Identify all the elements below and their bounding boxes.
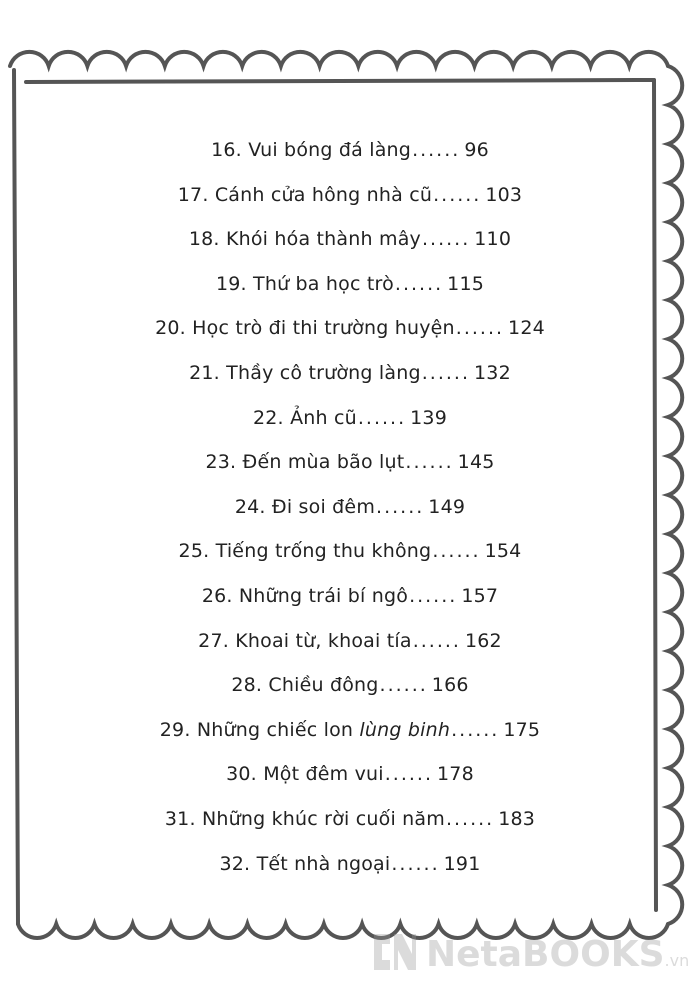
dot-leader: ...... bbox=[376, 495, 425, 518]
chapter-number: 24. bbox=[234, 495, 266, 518]
chapter-title: Một đêm vui bbox=[263, 763, 384, 786]
dot-leader: ...... bbox=[422, 228, 471, 251]
dot-leader: ...... bbox=[421, 361, 471, 384]
frame-scallop-edge bbox=[10, 52, 668, 66]
dot-leader: ...... bbox=[394, 272, 444, 295]
chapter-title: Đi soi đêm bbox=[271, 495, 376, 518]
chapter-number: 22. bbox=[252, 406, 284, 429]
dot-leader: ...... bbox=[409, 584, 458, 607]
toc-entry[interactable] bbox=[0, 842, 700, 887]
chapter-title: Những khúc rời cuối năm bbox=[201, 807, 445, 830]
toc-entry[interactable] bbox=[0, 752, 700, 797]
page-number: 96 bbox=[464, 139, 489, 161]
toc-entry[interactable] bbox=[0, 306, 700, 351]
page-number: 145 bbox=[457, 451, 495, 474]
netabooks-logo-icon bbox=[368, 930, 418, 974]
chapter-number: 17. bbox=[177, 183, 209, 206]
toc-entry[interactable] bbox=[0, 663, 700, 708]
chapter-number: 23. bbox=[205, 451, 237, 474]
page-number: 115 bbox=[447, 272, 485, 295]
chapter-title: Thứ ba học trò bbox=[253, 272, 394, 295]
page-number: 154 bbox=[484, 540, 522, 563]
chapter-title: Thầy cô trường làng bbox=[226, 361, 421, 384]
toc-entry[interactable] bbox=[0, 708, 700, 753]
dot-leader: ...... bbox=[455, 317, 505, 340]
chapter-title-italic: lùng binh bbox=[359, 718, 451, 741]
toc-entry[interactable] bbox=[0, 262, 700, 307]
dot-leader: ...... bbox=[412, 629, 461, 652]
chapter-number: 25. bbox=[178, 540, 210, 563]
chapter-title: Ảnh cũ bbox=[290, 406, 357, 429]
chapter-title: Học trò đi thi trường huyện bbox=[192, 317, 455, 340]
chapter-number: 30. bbox=[226, 763, 257, 786]
page-number: 132 bbox=[474, 361, 511, 384]
toc-entry[interactable] bbox=[0, 217, 700, 262]
dot-leader: ...... bbox=[451, 718, 500, 741]
page-number: 178 bbox=[437, 763, 474, 786]
chapter-title: Vui bóng đá làng bbox=[248, 139, 412, 161]
page-number: 183 bbox=[498, 807, 536, 830]
toc-entry[interactable] bbox=[0, 173, 700, 218]
chapter-title: Chiều đông bbox=[268, 674, 379, 697]
dot-leader: ...... bbox=[379, 674, 428, 697]
table-of-contents bbox=[0, 128, 700, 886]
page-number: 162 bbox=[464, 629, 502, 652]
dot-leader: ...... bbox=[357, 406, 407, 429]
chapter-number: 28. bbox=[231, 674, 263, 697]
chapter-title: Đến mùa bão lụt bbox=[242, 451, 405, 474]
chapter-title: Tết nhà ngoại bbox=[256, 852, 391, 875]
chapter-title: Khói hóa thành mây bbox=[225, 228, 421, 251]
page-number: 149 bbox=[428, 495, 466, 518]
toc-entry[interactable] bbox=[0, 797, 700, 842]
page-number: 166 bbox=[431, 674, 469, 697]
frame-inner-top bbox=[26, 80, 654, 82]
dot-leader: ...... bbox=[445, 807, 495, 830]
page-number: 157 bbox=[461, 584, 499, 607]
watermark-suffix: .vn bbox=[664, 951, 690, 970]
chapter-number: 21. bbox=[189, 361, 220, 384]
toc-entry[interactable] bbox=[0, 529, 700, 574]
watermark-brand: NetaBOOKS.vn bbox=[426, 934, 690, 975]
chapter-title: Tiếng trống thu không bbox=[215, 540, 432, 563]
dot-leader: ...... bbox=[412, 139, 461, 161]
page-number: 103 bbox=[485, 183, 523, 206]
page-number: 110 bbox=[474, 228, 512, 251]
toc-entry[interactable] bbox=[0, 485, 700, 530]
chapter-number: 20. bbox=[155, 317, 186, 340]
dot-leader: ...... bbox=[391, 852, 440, 875]
chapter-number: 31. bbox=[164, 807, 196, 830]
dot-leader: ...... bbox=[405, 451, 454, 474]
chapter-title: Những trái bí ngô bbox=[238, 584, 409, 607]
toc-entry[interactable] bbox=[0, 440, 700, 485]
chapter-title: Những chiếc lon bbox=[196, 718, 354, 741]
dot-leader: ...... bbox=[433, 183, 482, 206]
toc-entry[interactable] bbox=[0, 351, 700, 396]
chapter-number: 18. bbox=[188, 228, 220, 251]
chapter-number: 19. bbox=[215, 272, 247, 295]
chapter-number: 26. bbox=[201, 584, 233, 607]
dot-leader: ...... bbox=[384, 763, 434, 786]
page-number: 139 bbox=[410, 406, 447, 429]
page-number: 124 bbox=[508, 317, 545, 340]
chapter-number: 29. bbox=[159, 718, 191, 741]
toc-entry[interactable] bbox=[0, 396, 700, 441]
watermark bbox=[368, 920, 698, 980]
dot-leader: ...... bbox=[432, 540, 481, 563]
toc-entry[interactable] bbox=[0, 574, 700, 619]
toc-entry[interactable] bbox=[0, 619, 700, 664]
chapter-title: Khoai từ, khoai tía bbox=[235, 629, 412, 652]
chapter-title: Cánh cửa hông nhà cũ bbox=[214, 183, 433, 206]
chapter-number: 27. bbox=[198, 629, 229, 652]
toc-entry[interactable] bbox=[0, 128, 700, 173]
page-number: 191 bbox=[443, 852, 481, 875]
chapter-number: 16. bbox=[211, 139, 242, 161]
chapter-number: 32. bbox=[219, 852, 251, 875]
page-number: 175 bbox=[503, 718, 541, 741]
